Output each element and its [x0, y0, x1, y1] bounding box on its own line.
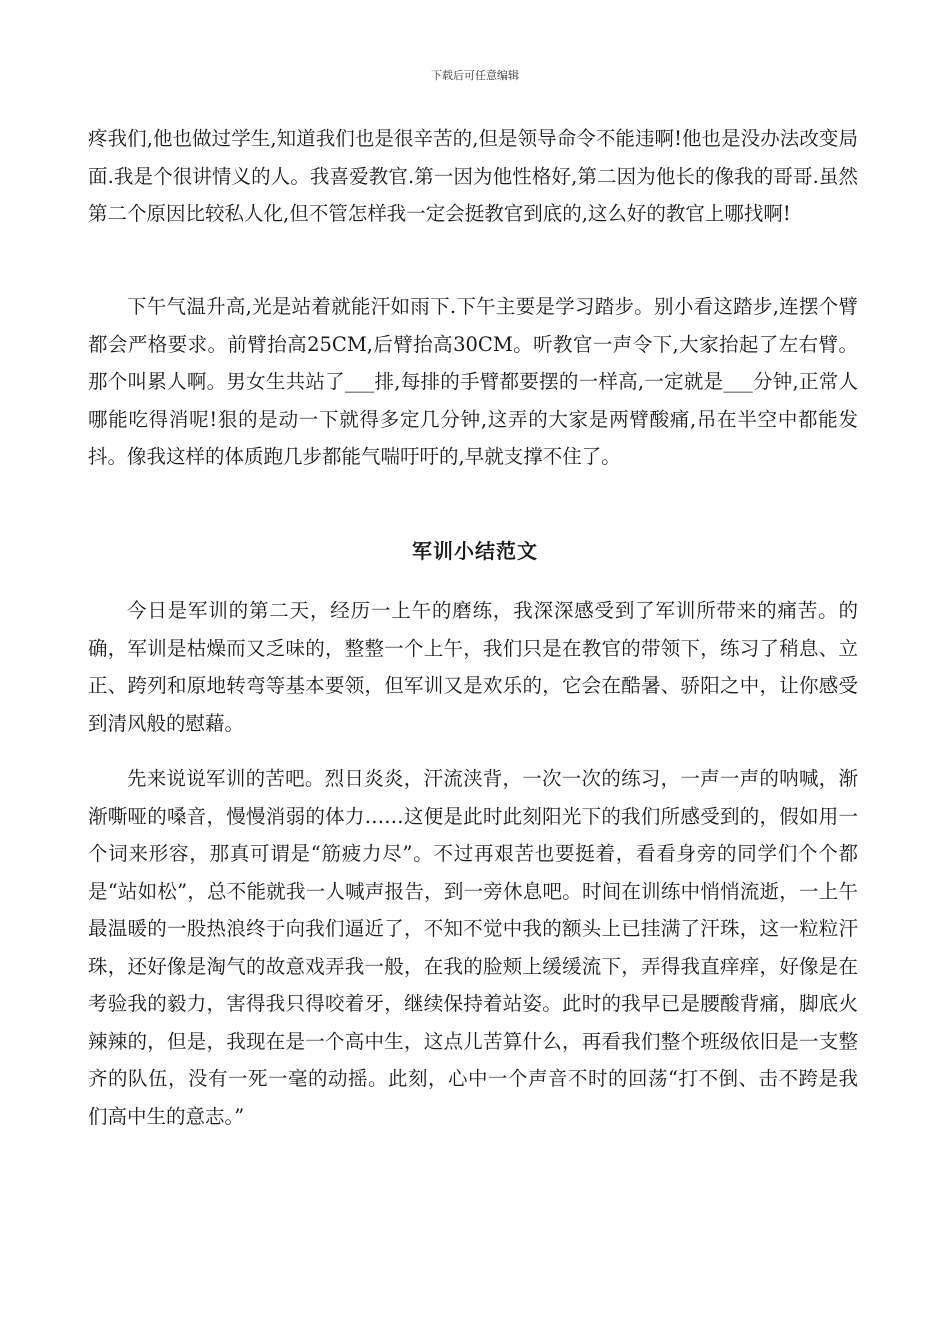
page-header: 下载后可任意编辑: [431, 69, 519, 82]
paragraph-2: 下午气温升高,光是站着就能汗如雨下.下午主要是学习踏步。别小看这踏步,连摆个臂都会严格要求。前臂抬高25CM,后臂抬高30CM。听教官一声令下,大家抬起了左右臂。那个叫累人啊。男女生共站了___排,每排的手臂都要摆的一样高,一定就是___分钟,正常人哪能吃得消呢!狠的是动一下就得多定几分钟,这弄的大家是两臂酸痛,吊在半空中都能发抖。像我这样的体质跑几步都能气喘吁吁的,早就支撑不住了。: [88, 295, 858, 468]
section-title: 军训小结范文: [412, 539, 538, 563]
paragraph-3: 今日是军训的第二天，经历一上午的磨练，我深深感受到了军训所带来的痛苦。的确，军训是枯燥而又乏味的，整整一个上午，我们只是在教官的带领下，练习了稍息、立正、跨列和原地转弯等基本要领，但军训又是欢乐的，它会在酷暑、骄阳之中，让你感受到清风般的慰藉。: [88, 599, 858, 735]
paragraph-1: 疼我们,他也做过学生,知道我们也是很辛苦的,但是领导命令不能违啊!他也是没办法改变局面.我是个很讲情义的人。我喜爱教官.第一因为他性格好,第二因为他长的像我的哥哥.虽然第二个原因比较私人化,但不管怎样我一定会挺教官到底的,这么好的教官上哪找啊!: [88, 127, 858, 225]
paragraph-4: 先来说说军训的苦吧。烈日炎炎，汗流浃背，一次一次的练习，一声一声的呐喊，渐渐嘶哑的嗓音，慢慢消弱的体力……这便是此时此刻阳光下的我们所感受到的，假如用一个词来形容，那真可谓是“筋疲力尽”。不过再艰苦也要挺着，看看身旁的同学们个个都是“站如松”，总不能就我一人喊声报告，到一旁休息吧。时间在训练中悄悄流逝，一上午最温暖的一股热浪终于向我们逼近了，不知不觉中我的额头上已挂满了汗珠，这一粒粒汗珠，还好像是淘气的故意戏弄我一般，在我的脸颊上缓缓流下，弄得我直痒痒，好像是在考验我的毅力，害得我只得咬着牙，继续保持着站姿。此时的我早已是腰酸背痛，脚底火辣辣的，但是，我现在是一个高中生，这点儿苦算什么，再看我们整个班级依旧是一支整齐的队伍，没有一死一毫的动摇。此刻，心中一个声音不时的回荡“打不倒、击不跨是我们高中生的意志。”: [88, 767, 858, 1128]
